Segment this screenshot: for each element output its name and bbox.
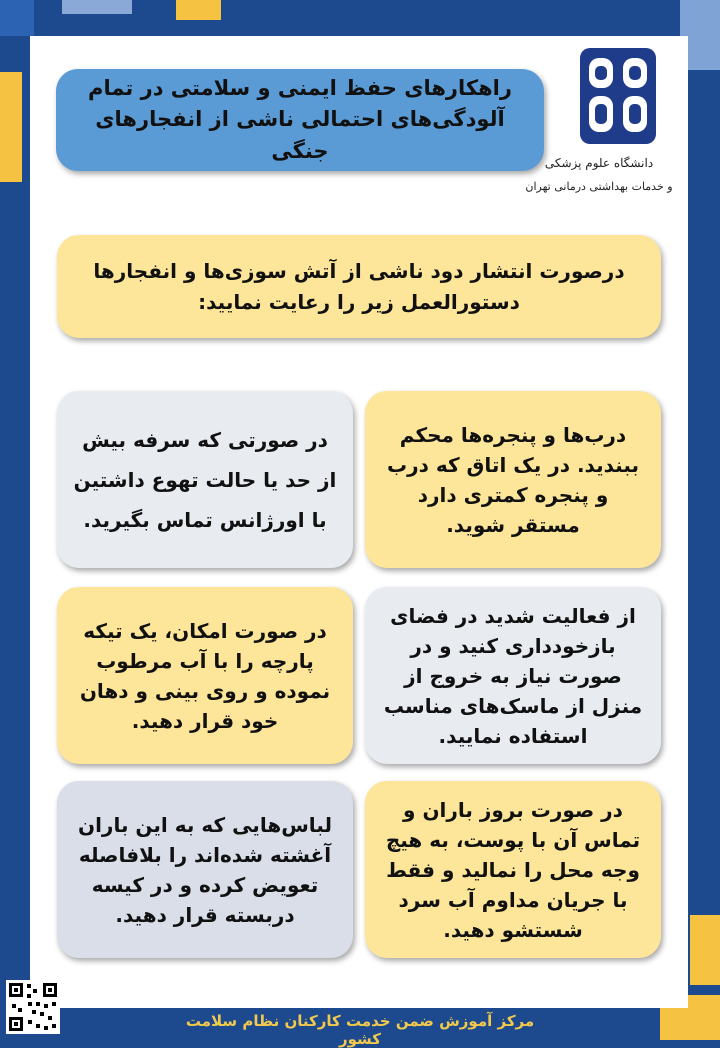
qr-code-icon [6,980,60,1034]
tip-card-6: لباس‌هایی که به این باران آغشته شده‌اند را بلافاصله تعویض کرده و در کیسه دربسته قرار دهید. [57,781,353,958]
tip-card-3: از فعالیت شدید در فضای بازخودداری کنید و در صورت نیاز به خروج از منزل از ماسک‌های مناسب استفاده نمایید. [365,587,661,764]
page-title: راهکارهای حفظ ایمنی و سلامتی در تمام آلودگی‌های احتمالی ناشی از انفجارهای جنگی [56,69,544,171]
corner-accent [0,0,34,36]
footer-text: مرکز آموزش ضمن خدمت کارکنان نظام سلامت کشور [185,1012,535,1048]
qr-code [6,980,60,1034]
tip-card-5: در صورت بروز باران و تماس آن با پوست، به هیچ وجه محل را نمالید و فقط با جریان مداوم آب سرد شستشو دهید. [365,781,661,958]
tip-card-2: در صورتی که سرفه بیش از حد یا حالت تهوع داشتین با اورژانس تماس بگیرید. [57,391,353,568]
accent-bar [690,915,720,985]
tip-card-4: در صورت امکان، یک تیکه پارچه را با آب مرطوب نموده و روی بینی و دهان خود قرار دهید. [57,587,353,764]
accent-bar [62,0,132,14]
university-emblem-icon [555,44,673,154]
university-name-line2: و خدمات بهداشتی درمانی تهران [525,180,673,193]
accent-bar [0,72,22,182]
tip-card-1: درب‌ها و پنجره‌ها محکم ببندید. در یک اتاق که درب و پنجره کمتری دارد مستقر شوید. [365,391,661,568]
university-name-line1: دانشگاه علوم پزشکی [544,156,654,170]
accent-bar [176,0,221,20]
university-logo [525,44,673,214]
intro-card: درصورت انتشار دود ناشی از آتش سوزی‌ها و انفجارها دستورالعمل زیر را رعایت نمایید: [57,235,661,338]
